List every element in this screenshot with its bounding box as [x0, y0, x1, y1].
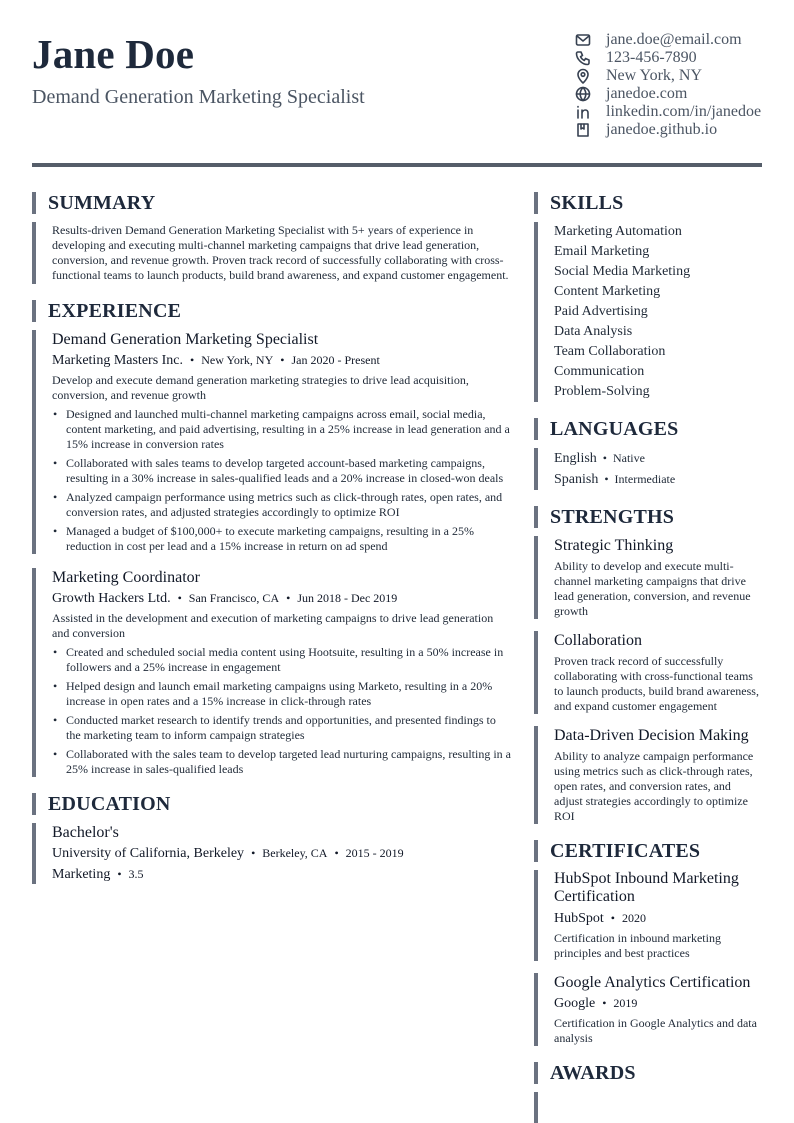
job-bullet: • Analyzed campaign performance using metrics such as click-through rates, open rates, and conversion rates, and adjusted strategies accordingly to optimize ROI [52, 490, 512, 520]
certificate-issuer: Google [554, 996, 596, 1011]
email-icon [574, 32, 592, 48]
job-bullets [52, 645, 512, 777]
skill-item: Content Marketing [554, 284, 661, 299]
education-degree: Bachelor's [52, 824, 119, 841]
languages-section [534, 448, 762, 490]
github-icon [574, 122, 592, 138]
certificate-issuer: HubSpot [554, 911, 604, 926]
certificate-title: Google Analytics Certification [554, 974, 751, 991]
certificate-year: 2020 [622, 911, 646, 925]
contact-website-text: janedoe.com [606, 85, 688, 102]
certificate-entry [534, 870, 762, 961]
job-entry [32, 568, 512, 777]
language-item: Spanish • Intermediate [554, 472, 676, 487]
certificate-year: 2019 [613, 996, 638, 1010]
job-dates: Jun 2018 - Dec 2019 [297, 591, 398, 605]
certificate-desc: Certification in inbound marketing principles and best practices [554, 931, 721, 960]
certificate-entry [534, 973, 762, 1046]
header-divider [32, 163, 762, 167]
contact-linkedin[interactable] [574, 103, 761, 121]
job-location: New York, NY [201, 353, 274, 367]
summary-section [32, 222, 512, 284]
experience-heading: EXPERIENCE [32, 300, 512, 322]
job-entry [32, 330, 512, 554]
left-column [32, 192, 512, 884]
skill-item: Team Collaboration [554, 344, 666, 359]
skill-item: Email Marketing [554, 244, 650, 259]
summary-text: Results-driven Demand Generation Marketing Specialist with 5+ years of experience in developing and executing multi-channel marketing campaigns that drive lead generation, conversion, and revenue growth. Proven track record of successfully collaborating with cross-functional teams to launch products, build brand awareness, and expand customer engagement. [52, 223, 509, 282]
education-dates: 2015 - 2019 [345, 846, 404, 860]
contact-website[interactable] [574, 85, 761, 103]
certificate-desc: Certification in Google Analytics and data analysis [554, 1016, 757, 1045]
job-company: Marketing Masters Inc. [52, 353, 184, 368]
location-icon [574, 68, 592, 84]
contact-phone[interactable] [574, 49, 761, 67]
skills-section [534, 222, 762, 402]
linkedin-icon [574, 104, 592, 120]
skill-item: Marketing Automation [554, 224, 682, 239]
job-meta: Marketing Masters Inc. • New York, NY • Jan 2020 - Present [52, 353, 380, 368]
language-name: English [554, 451, 597, 466]
job-bullets [52, 407, 512, 554]
skill-item: Paid Advertising [554, 304, 648, 319]
language-level: Native [612, 451, 645, 465]
job-meta: Growth Hackers Ltd. • San Francisco, CA • Jun 2018 - Dec 2019 [52, 591, 398, 606]
job-bullet: • Collaborated with the sales team to develop targeted lead nurturing campaigns, resulting in a 25% increase in sales-qualified leads [52, 747, 512, 777]
awards-section [534, 1092, 762, 1123]
job-bullet: • Managed a budget of $100,000+ to execute marketing campaigns, resulting in a 25% reduction in cost per lead and a 15% increase in return on ad spend [52, 524, 512, 554]
job-title: Marketing Coordinator [52, 569, 200, 586]
education-gpa: 3.5 [128, 867, 144, 881]
contact-github[interactable] [574, 121, 761, 139]
strengths-heading: STRENGTHS [534, 506, 762, 528]
skills-heading: SKILLS [534, 192, 762, 214]
skill-item: Problem-Solving [554, 384, 650, 399]
globe-icon [574, 86, 592, 102]
contact-email-text: jane.doe@email.com [606, 31, 742, 48]
resume-name: Jane Doe [32, 31, 195, 77]
job-bullet: • Created and scheduled social media content using Hootsuite, resulting in a 50% increase in followers and a 25% increase in engagement [52, 645, 512, 675]
contact-location-text: New York, NY [606, 67, 703, 84]
language-name: Spanish [554, 472, 599, 487]
job-bullet: • Collaborated with sales teams to develop targeted account-based marketing campaigns, resulting in a 30% increase in sales-qualified leads and a 20% increase in closed-won deals [52, 456, 512, 486]
contact-location [574, 67, 761, 85]
education-location: Berkeley, CA [262, 846, 328, 860]
contact-email[interactable] [574, 31, 761, 49]
certificate-title: HubSpot Inbound Marketing Certification [554, 870, 739, 905]
skill-item: Social Media Marketing [554, 264, 691, 279]
education-heading: EDUCATION [32, 793, 512, 815]
awards-heading: AWARDS [534, 1062, 762, 1084]
contact-linkedin-text: linkedin.com/in/janedoe [606, 103, 762, 120]
resume-title: Demand Generation Marketing Specialist [32, 86, 365, 108]
contact-list [574, 31, 761, 139]
education-meta: University of California, Berkeley • Berkeley, CA • 2015 - 2019 [52, 846, 404, 861]
education-field-row: Marketing • 3.5 [52, 867, 144, 882]
education-entry [32, 823, 512, 884]
job-description: Assisted in the development and execution of marketing campaigns to drive lead generation and conversion [52, 611, 494, 640]
strength-entry [534, 631, 762, 714]
language-item: English • Native [554, 451, 645, 466]
job-bullet: • Designed and launched multi-channel marketing campaigns across email, social media, content marketing, and paid advertising, resulting in a 25% increase in lead generation and a 15% increase in conversion rates [52, 407, 512, 452]
certificate-meta: HubSpot • 2020 [554, 911, 646, 926]
skill-item: Communication [554, 364, 645, 379]
summary-heading: SUMMARY [32, 192, 512, 214]
strength-title: Data-Driven Decision Making [554, 727, 749, 744]
languages-heading: LANGUAGES [534, 418, 762, 440]
certificates-heading: CERTIFICATES [534, 840, 762, 862]
job-bullet: • Helped design and launch email marketing campaigns using Marketo, resulting in a 20% increase in open rates and a 15% increase in click-through rates [52, 679, 512, 709]
education-field: Marketing [52, 867, 111, 882]
language-level: Intermediate [614, 472, 676, 486]
contact-phone-text: 123-456-7890 [606, 49, 697, 66]
education-school: University of California, Berkeley [52, 846, 245, 861]
phone-icon [574, 50, 592, 66]
skill-item: Data Analysis [554, 324, 633, 339]
job-bullet: • Conducted market research to identify trends and opportunities, and presented findings to the marketing team to inform campaign strategies [52, 713, 512, 743]
job-title: Demand Generation Marketing Specialist [52, 331, 319, 348]
strength-desc: Proven track record of successfully collaborating with cross-functional teams to launch products, build brand awareness, and expand customer engagement [554, 654, 759, 713]
strength-desc: Ability to analyze campaign performance using metrics such as click-through rates, open rates, and conversion rates, and adjust strategies accordingly to optimize ROI [554, 749, 754, 823]
strength-desc: Ability to develop and execute multi-channel marketing campaigns that drive lead generation, conversion, and revenue growth [554, 559, 751, 618]
strength-title: Collaboration [554, 632, 642, 649]
strength-entry [534, 726, 762, 824]
right-column [534, 192, 762, 1123]
strength-entry [534, 536, 762, 619]
job-dates: Jan 2020 - Present [291, 353, 380, 367]
job-location: San Francisco, CA [188, 591, 280, 605]
certificate-meta: Google • 2019 [554, 996, 638, 1011]
contact-github-text: janedoe.github.io [606, 121, 718, 138]
job-company: Growth Hackers Ltd. [52, 591, 171, 606]
job-description: Develop and execute demand generation marketing strategies to drive lead acquisition, conversion, and revenue growth [52, 373, 469, 402]
strength-title: Strategic Thinking [554, 537, 674, 554]
